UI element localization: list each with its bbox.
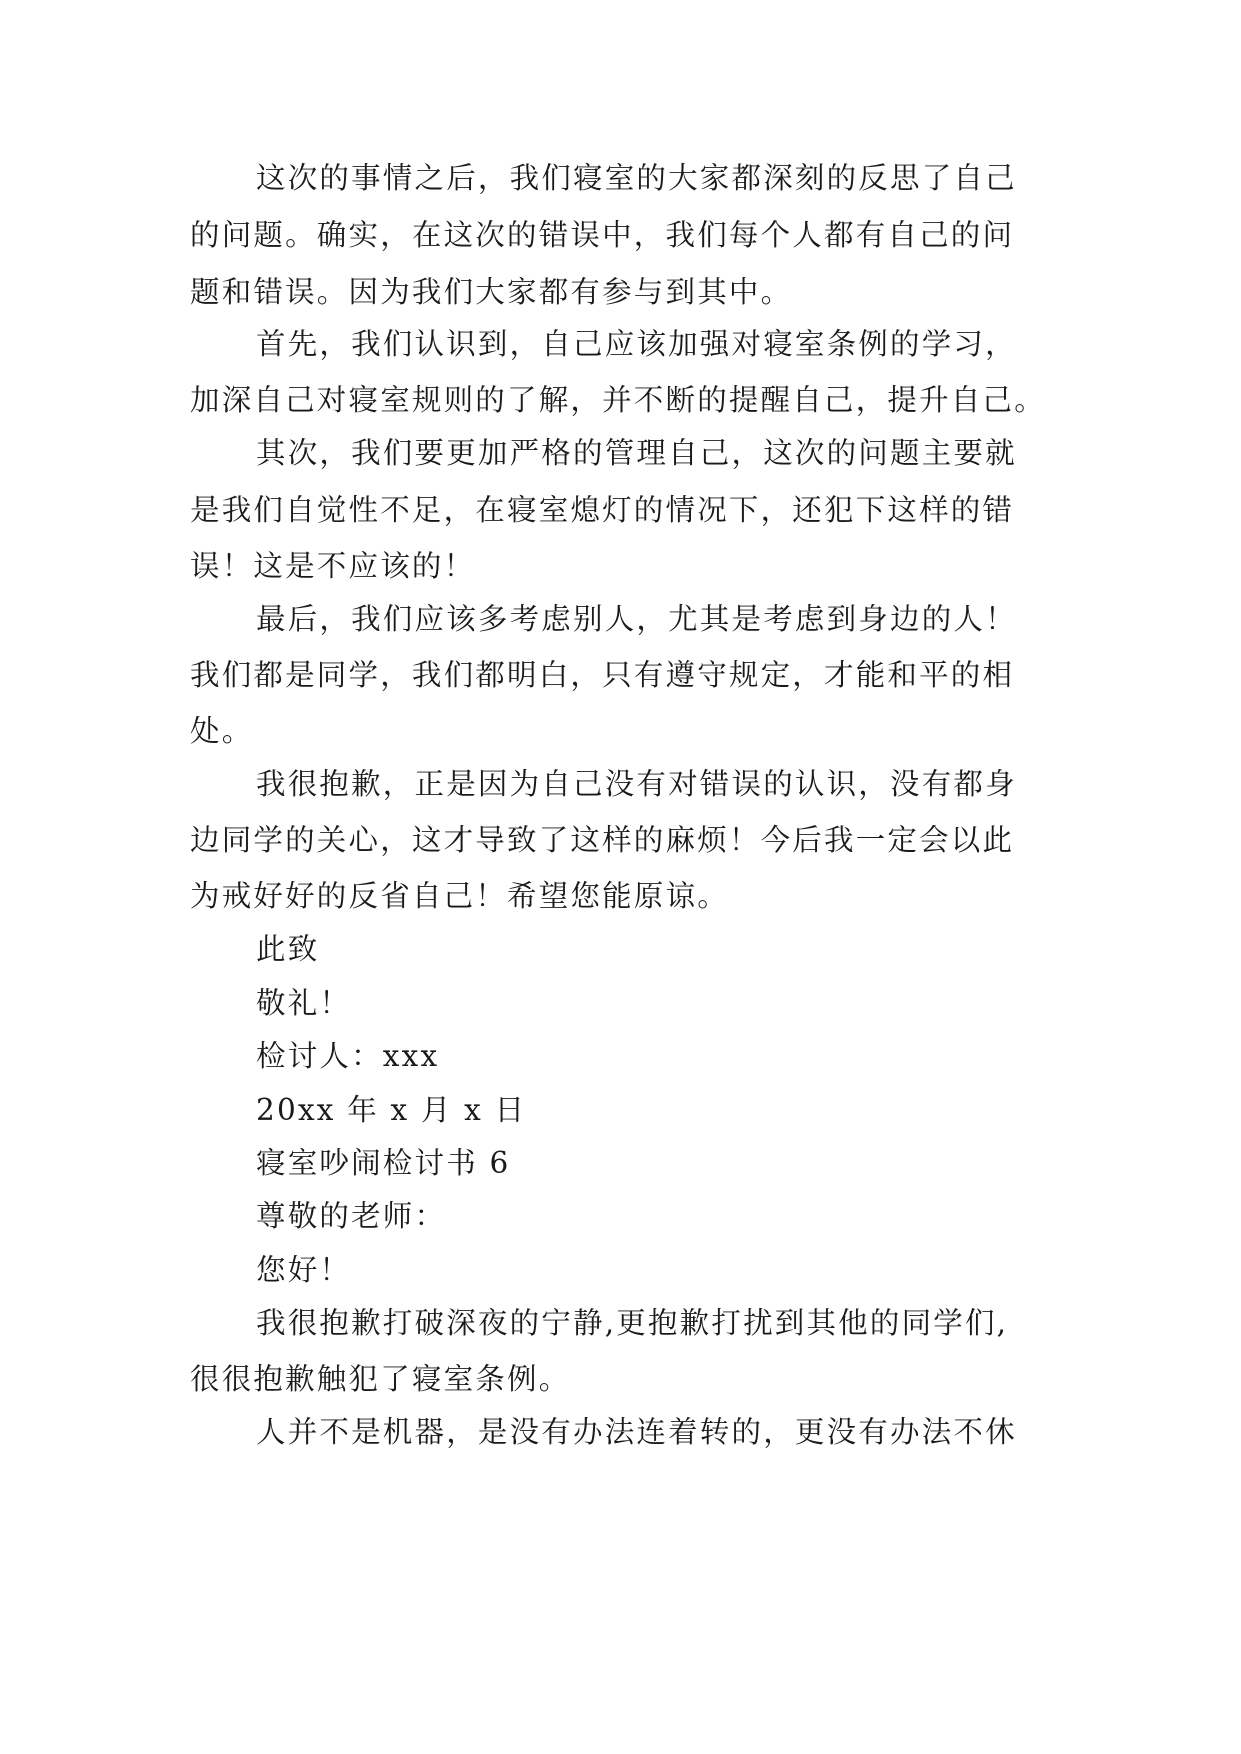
date-line: 20xx 年 x 月 x 日 xyxy=(256,1093,527,1127)
closing-line: 此致 xyxy=(256,932,320,966)
paragraph-line: 我很抱歉，正是因为自己没有对错误的认识，没有都身 xyxy=(256,767,1017,801)
paragraph-line: 处。 xyxy=(190,714,254,748)
paragraph-line: 为戒好好的反省自己！希望您能原谅。 xyxy=(190,879,729,913)
closing-line: 敬礼！ xyxy=(256,986,352,1020)
paragraph-line: 我很抱歉打破深夜的宁静,更抱歉打扰到其他的同学们, xyxy=(256,1306,1009,1340)
section-title: 寝室吵闹检讨书 6 xyxy=(256,1146,511,1180)
salutation-line: 尊敬的老师： xyxy=(256,1199,447,1233)
paragraph-line: 最后，我们应该多考虑别人，尤其是考虑到身边的人！ xyxy=(256,602,1017,636)
paragraph-line: 的问题。确实，在这次的错误中，我们每个人都有自己的问 xyxy=(190,218,1015,252)
paragraph-line: 我们都是同学，我们都明白，只有遵守规定，才能和平的相 xyxy=(190,658,1015,692)
paragraph-line: 首先，我们认识到，自己应该加强对寝室条例的学习， xyxy=(256,327,1017,361)
greeting-line: 您好！ xyxy=(256,1253,352,1287)
paragraph-line: 其次，我们要更加严格的管理自己，这次的问题主要就 xyxy=(256,436,1017,470)
paragraph-line: 是我们自觉性不足，在寝室熄灯的情况下，还犯下这样的错 xyxy=(190,493,1015,527)
paragraph-line: 边同学的关心，这才导致了这样的麻烦！今后我一定会以此 xyxy=(190,823,1015,857)
paragraph-line: 这次的事情之后，我们寝室的大家都深刻的反思了自己 xyxy=(256,161,1017,195)
paragraph-line: 人并不是机器，是没有办法连着转的，更没有办法不休 xyxy=(256,1415,1017,1449)
signature-line: 检讨人：xxx xyxy=(256,1039,440,1073)
paragraph-line: 题和错误。因为我们大家都有参与到其中。 xyxy=(190,275,793,309)
paragraph-line: 很很抱歉触犯了寝室条例。 xyxy=(190,1362,571,1396)
paragraph-line: 误！这是不应该的！ xyxy=(190,549,476,583)
paragraph-line: 加深自己对寝室规则的了解，并不断的提醒自己，提升自己。 xyxy=(190,383,1046,417)
